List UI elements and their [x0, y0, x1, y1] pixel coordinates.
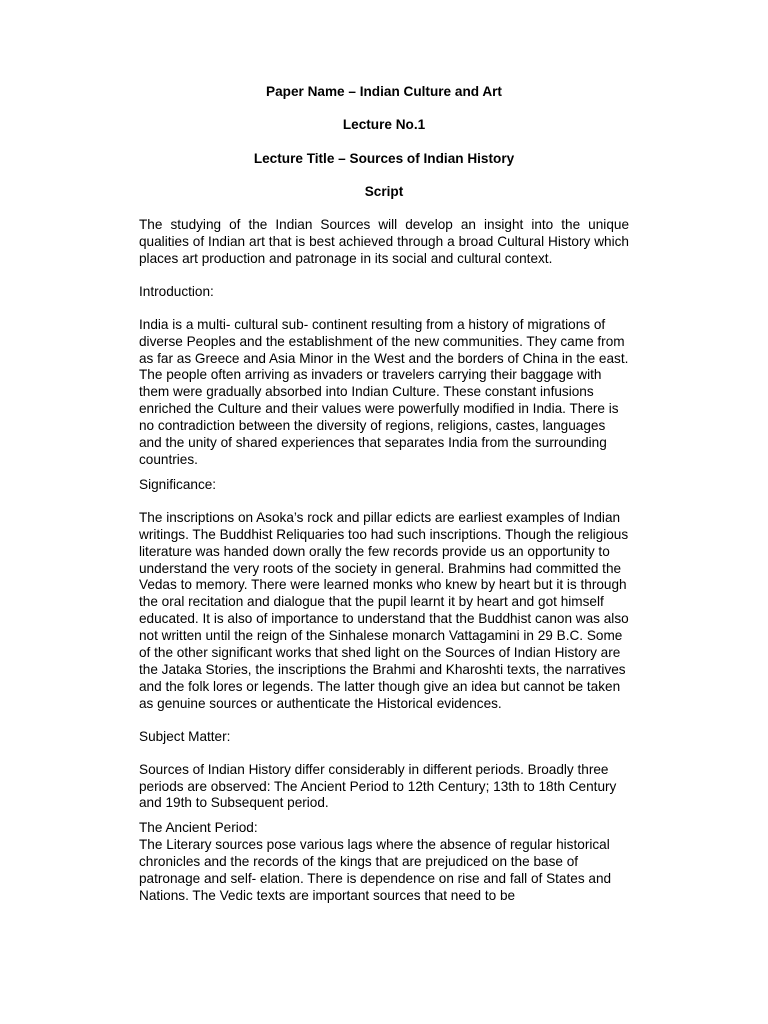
lecture-number-heading: Lecture No.1	[342, 117, 426, 133]
document-page	[139, 84, 629, 905]
introduction-label: Introduction:	[139, 283, 214, 299]
lecture-title-heading: Lecture Title – Sources of Indian History	[253, 150, 515, 166]
ancient-period-label: The Ancient Period:	[139, 820, 258, 836]
paper-name-heading: Paper Name – Indian Culture and Art	[266, 84, 502, 99]
subject-matter-label: Subject Matter:	[139, 728, 231, 744]
ancient-period-text: The Literary sources pose various lags where the absence of regular historical chronicles and the records of the kings that are prejudiced on the base of patronage and self- elation. There is dependence on rise and fall of States and Nations. The Vedic texts are important sources that need to be	[139, 837, 612, 903]
subject-matter-text: Sources of Indian History differ considerably in different periods. Broadly three periods are observed: The Ancient Period to 12th Century; 13th to 18th Century and 19th to Subsequent period.	[139, 761, 617, 811]
significance-text: The inscriptions on Asoka’s rock and pillar edicts are earliest examples of Indian writings. The Buddhist Reliquaries too had such inscriptions. Though the religious literature was handed down orally the few records provide us an opportunity to understand the very roots of the society in general. Brahmins had committed the Vedas to memory. There were learned monks who knew by heart but it is through the oral recitation and dialogue that the pupil learnt it by heart and got himself educated. It is also of importance to understand that the Buddhist canon was also not written until the reign of the Sinhalese monarch Vattagamini in 29 B.C. Some of the other significant works that shed light on the Sources of Indian History are the Jataka Stories, the inscriptions the Brahmi and Kharoshti texts, the narratives and the folk lores or legends. The latter though give an idea but cannot be taken as genuine sources or authenticate the Historical evidences.	[139, 509, 629, 711]
intro-paragraph: The studying of the Indian Sources will develop an insight into the unique qualities of Indian art that is best achieved through a broad Cultural History which places art production and patronage in its social and cultural context.	[139, 217, 629, 266]
introduction-text: India is a multi- cultural sub- continent resulting from a history of migrations of diverse Peoples and the establishment of the new communities. They came from as far as Greece and Asia Minor in the West and the borders of China in the east. The people often arriving as invaders or travelers carrying their baggage with them were gradually absorbed into Indian Culture. These constant infusions enriched the Culture and their values were powerfully modified in India. There is no contradiction between the diversity of regions, religions, castes, languages and the unity of shared experiences that separates India from the surrounding countries.	[139, 316, 629, 467]
significance-label: Significance:	[139, 476, 217, 492]
script-heading: Script	[364, 184, 404, 200]
